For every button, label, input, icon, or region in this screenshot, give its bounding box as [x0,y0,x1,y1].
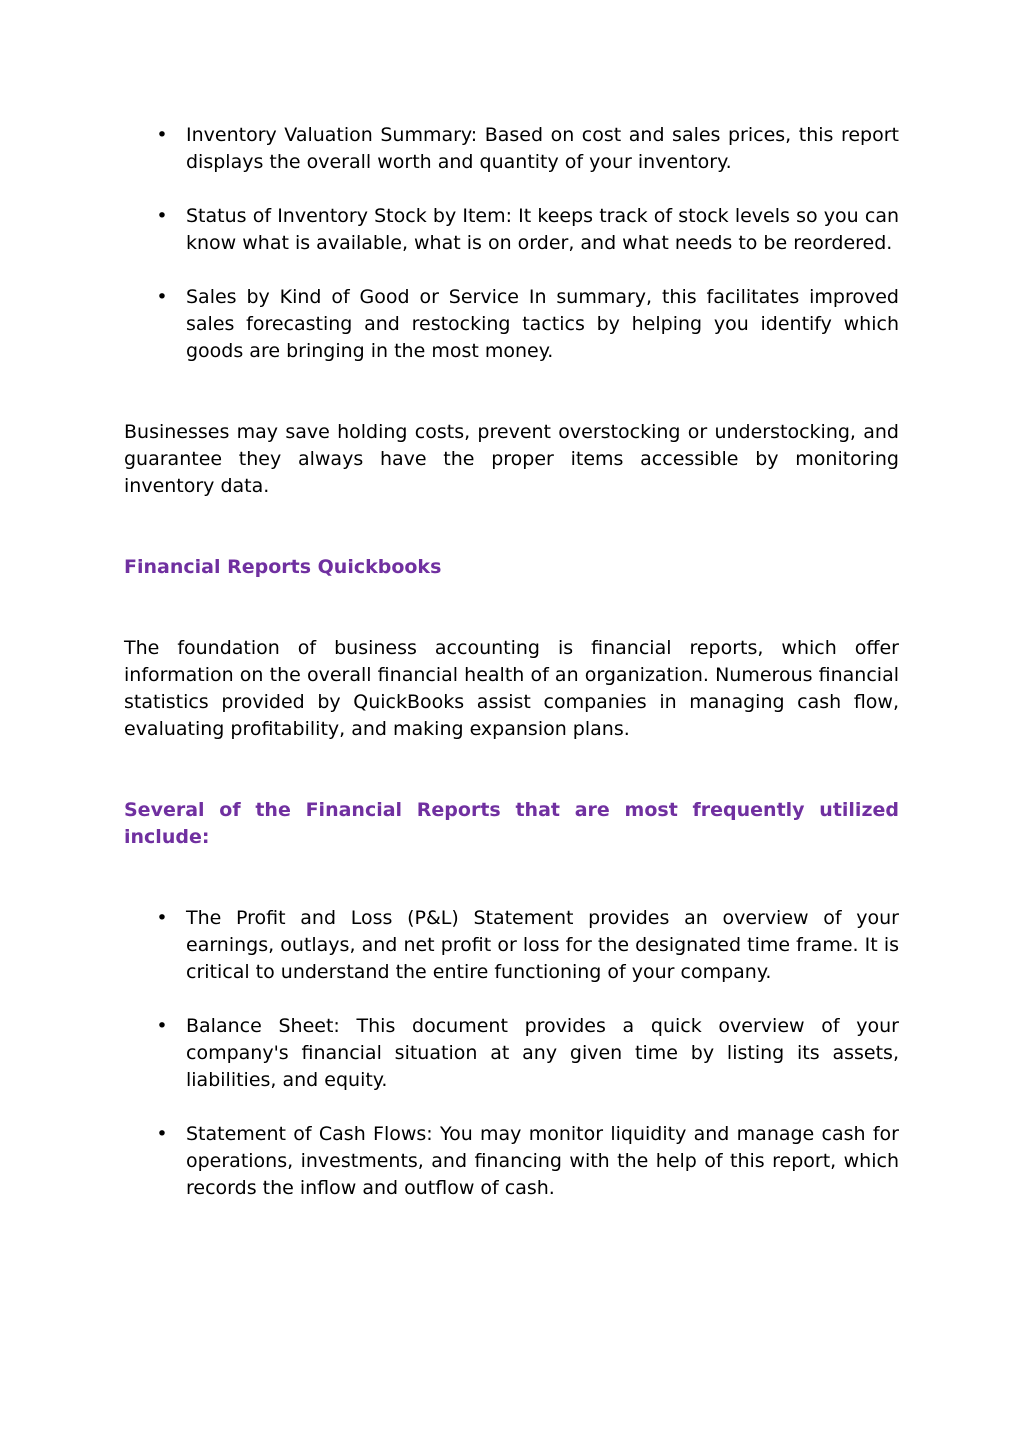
document-page [124,122,899,1202]
financial-reports-heading: Financial Reports Quickbooks [124,556,442,578]
financial-reports-list [124,905,899,1202]
list-item [124,122,899,176]
list-item [124,203,899,257]
list-item-text: Statement of Cash Flows: You may monitor liquidity and manage cash for operations, investments, and financing with the help of this report, which records the inflow and outflow of cash. [186,1123,899,1199]
common-reports-heading: Several of the Financial Reports that are most frequently utilized include: [124,799,899,848]
bullet-dot-icon: • [156,1123,168,1145]
list-item-text: Balance Sheet: This document provides a quick overview of your company's financial situation at any given time by listing its assets, liabilities, and equity. [186,1015,899,1091]
list-item [124,1121,899,1202]
inventory-summary-paragraph: Businesses may save holding costs, prevent overstocking or understocking, and guarantee they always have the proper items accessible by monitoring inventory data. [124,421,899,497]
list-item [124,905,899,986]
bullet-dot-icon: • [156,205,168,227]
list-item-text: Status of Inventory Stock by Item: It keeps track of stock levels so you can know what is available, what is on order, and what needs to be reordered. [186,205,899,254]
list-item [124,284,899,365]
bullet-dot-icon: • [156,907,168,929]
bullet-dot-icon: • [156,286,168,308]
list-item-text: The Profit and Loss (P&L) Statement provides an overview of your earnings, outlays, and net profit or loss for the designated time frame. It is critical to understand the entire functioning of your company. [186,907,899,983]
inventory-reports-list [124,122,899,365]
list-item [124,1013,899,1094]
financial-reports-paragraph: The foundation of business accounting is financial reports, which offer information on the overall financial health of an organization. Numerous financial statistics provided by QuickBooks assist companies in managing cash flow, evaluating profitability, and making expansion plans. [124,637,899,740]
list-item-text: Sales by Kind of Good or Service In summary, this facilitates improved sales forecasting and restocking tactics by helping you identify which goods are bringing in the most money. [186,286,899,362]
bullet-dot-icon: • [156,1015,168,1037]
bullet-dot-icon: • [156,124,168,146]
list-item-text: Inventory Valuation Summary: Based on cost and sales prices, this report displays the overall worth and quantity of your inventory. [186,124,899,173]
